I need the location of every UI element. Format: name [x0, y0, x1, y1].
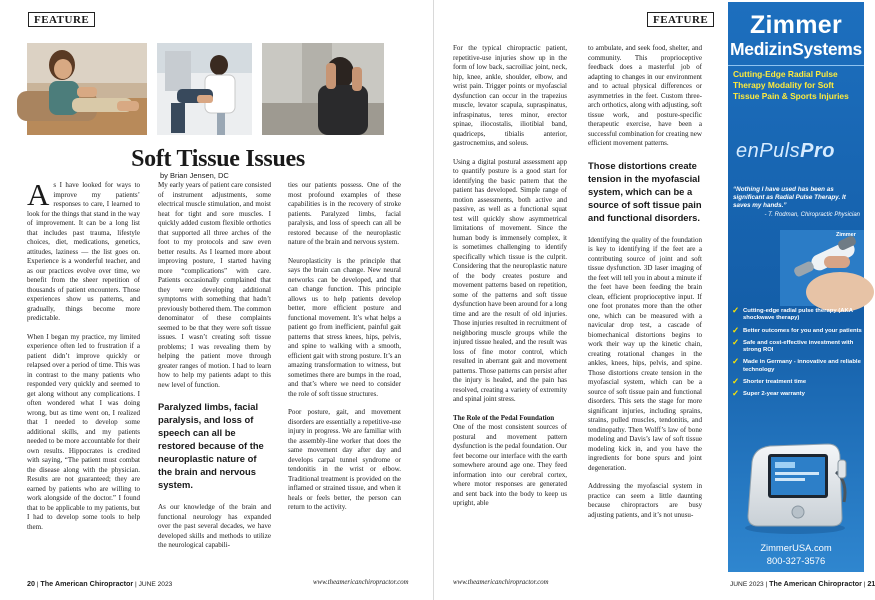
paragraph: Identifying the quality of the foundation is key to identifying if the feet are a contributing source of joint and soft tissue dysfunction. 3D laser imaging of the feet will tell you in about a minute if the feet have been feeding the brain clean, efficient proprioceptive input. If one foot pronates more than the other one, which can be measured with a navicular drop test, a cascade of biomechanical distortions begins to work their way up the kinetic chain, creating rotational changes in the ankles, knees, hips, pelvis, and spine. Those distortions create tension in the myofascial system, which can be a source of soft tissue pain and functional disorders. This sets the stage for more significant injuries, including sprains, strains, pulled muscles, tendonitis, and tendinopathy. Then Wolff’s law of bone modeling and Davis’s law of soft tissue modeling kick in, and you have the ingredients for bone spurs and joint degeneration.	[588, 235, 702, 472]
pull-quote-myofascial: Those distortions create tension in the myofascial system, which can be a source of soft tissue pain and functional disorders.	[588, 159, 702, 223]
footer-left: 20 | The American Chiropractor | JUNE 2023	[27, 579, 173, 588]
testimonial-attribution: - T. Rodman, Chiropractic Physician	[764, 212, 860, 218]
ad-website[interactable]: ZimmerUSA.com	[760, 542, 832, 553]
feature-text: Made in Germany - innovative and reliable technology	[743, 359, 861, 373]
issue-date: JUNE 2023	[730, 581, 764, 588]
feature-item	[732, 376, 862, 387]
section-tag-left: FEATURE	[28, 12, 95, 27]
feature-text: Super 2-year warranty	[743, 391, 805, 398]
paragraph: Addressing the myofascial system in practice can seem a little daunting because chiropractors are busy adjusting patients, and it’s not unusu-	[588, 482, 702, 519]
photo-knee-exam	[157, 43, 252, 135]
paragraph: Poor posture, gait, and movement disorders are essentially a repetitive-use injury in progress. We are familiar with the assembly-line worker that does the same movement day after day and develops carpal tunnel syndrome or tendonitis in the wrist or elbow. Traditional treatment is provided on the inflamed or strained tissue, and when it heals or feels better, the person can return to the activity.	[288, 408, 401, 511]
footer-url-left	[313, 579, 409, 586]
article-byline: by Brian Jensen, DC	[160, 171, 229, 180]
footer-right: JUNE 2023 | The American Chiropractor | 21	[730, 579, 875, 588]
left-column-2	[158, 181, 271, 551]
feature-item	[732, 336, 862, 355]
check-icon: ✓	[732, 388, 740, 399]
handpiece-photo	[780, 230, 864, 306]
feature-item	[732, 356, 862, 374]
testimonial-quote: “Nothing I have used has been as significant as Radial Pulse Therapy. It saves my hands.”	[733, 186, 846, 209]
device-logo: Zimmer	[836, 232, 856, 238]
feature-text: Cutting-edge radial pulse therapy (AKA shockwave therapy)	[743, 308, 853, 322]
paragraph: When I began my practice, my limited experience often led to frustration if a patient didn’t improve quickly or relapsed over a period of time. This was in contrast to the many patients who responded very quickly and seemed to get along without any complications. I often wondered what I was doing wrong, but as time went on, I realized that I needed to develop some additional skills, and my patients needed to be more accountable for their own results. Hippocrates is credited with saying, “The patient must combat the disease along with the physician. Results are not guaranteed; they are earned by patients who are willing to work alongside of the doctor.” I found that to be applicable to my patients, but I had to develop some tools to help them.	[27, 332, 140, 531]
left-page	[0, 0, 434, 600]
website-url: www.theamericanchiropractor.com	[453, 579, 549, 586]
feature-text: Better outcomes for you and your patients	[743, 327, 862, 334]
feature-text: Shorter treatment time	[743, 379, 807, 386]
check-icon: ✓	[732, 305, 740, 315]
paragraph: to ambulate, and seek food, shelter, and community. This proprioceptive feedback does a masterful job of adapting to changes in our environment and to actual physical differences or asymmetries in the feet. Custom three-arch orthotics, along with adjusting, soft tissue work, and posture-specific therapeutic exercise, have been a successful combination for creating new efficient movement patterns.	[588, 44, 702, 147]
feature-list	[732, 305, 862, 404]
article-title: Soft Tissue Issues	[131, 146, 305, 172]
product-suffix: Pro	[800, 140, 835, 162]
product-prefix: enPuls	[736, 140, 801, 162]
paragraph: One of the most consistent sources of postural and movement pattern dysfunction is the pedal foundation. Our feet become our interface with the earth somewhere around age one. They feed information into our cerebral cortex, where motor responses are generated and sent back into the body to keep us upright, able	[453, 423, 567, 507]
page-number: 21	[867, 579, 875, 588]
paragraph-text: s I have looked for ways to improve my patients’ responses to care, I learned to look for the things that stand in the way of improvement. It can be a long list that includes past trauma, lifestyle choices, diet, medications, genetics, attitudes, laziness — the list goes on. Experience is a wonderful teacher, and as our practices evolve over time, we benefit from the sheer repetition of thousands of patient encounters. Those experiences show us patterns, and gradually, things become more predictable.	[27, 181, 140, 322]
photo-couch	[27, 43, 147, 135]
ad-headline: Cutting-Edge Radial Pulse Therapy Modality for Soft Tissue Pain & Sports Injuries	[733, 69, 849, 101]
website-url: www.theamericanchiropractor.com	[313, 579, 409, 586]
footer-url-right	[453, 579, 549, 586]
page-number: 20	[27, 579, 35, 588]
paragraph: As our knowledge of the brain and functional neurology has expanded over the past several decades, we have developed skills and methods to utilize the neurological capabili-	[158, 503, 271, 549]
left-column-1	[27, 177, 140, 532]
zimmer-advertisement[interactable]	[728, 2, 864, 572]
pull-quote-neuroplastic: Paralyzed limbs, facial paralysis, and loss of speech can all be restored because of the neuroplastic nature of the brain and nervous system.	[158, 401, 264, 490]
device-machine-photo	[740, 432, 850, 536]
feature-item	[732, 324, 862, 335]
paragraph: Using a digital postural assessment app to quantify posture is a good start for identifying the basic pattern that the patient has developed. Simple range of motion assessments, both active and passive, as well as a functional squat test will quickly show asymmetrical limitations of movement. Since the human body is immensely complex, it is sometimes challenging to identify specifically which tissue is the culprit. Considering that the neuroplastic nature of the body creates posture and movement patterns based on repetition, some of the patterns and soft tissue dysfunction have been around for a long time and are the result of old injuries. Those injuries resulted in recruitment of neighboring muscle groups while the injured tissue healed, and the result was loss of fine motor control, which resulted in aberrant gait and movement patterns. Those patterns can persist after the injury is healed, and the pain has resolved, creating a variety of extremity and spinal joint stress.	[453, 157, 567, 403]
left-column-3	[288, 181, 401, 513]
section-tag-right: FEATURE	[647, 12, 714, 27]
photo-neck-pain	[262, 43, 384, 135]
magazine-name: The American Chiropractor	[769, 579, 862, 588]
check-icon: ✓	[732, 376, 740, 387]
ad-divider	[728, 65, 864, 66]
magazine-name: The American Chiropractor	[40, 579, 134, 588]
check-icon: ✓	[732, 336, 740, 347]
subheading-pedal-foundation: The Role of the Pedal Foundation	[453, 413, 555, 422]
check-icon: ✓	[732, 324, 740, 335]
paragraph	[27, 177, 140, 324]
check-icon: ✓	[732, 356, 740, 367]
product-name	[736, 140, 835, 163]
feature-item	[732, 388, 862, 399]
drop-cap: A	[27, 177, 50, 212]
ad-phone-number[interactable]: 800-327-3576	[766, 555, 826, 566]
right-column-2	[588, 44, 702, 520]
paragraph: For the typical chiropractic patient, repetitive-use injuries show up in the form of low back, sacroiliac joint, neck, hip, knee, ankle, shoulder, elbow, and wrist pain. Trigger points or myofascial dysfunction can occur in the trapezius muscle, levator scapula, supraspinatus, infraspinatus, teres minor, erector spinae, iliocostalis, iliotibial band, quadriceps, tibialis anterior, gastrocnemius, and soleus.	[453, 44, 567, 147]
feature-item	[732, 305, 862, 323]
paragraph: ties our patients possess. One of the most profound examples of these capabilities is in the recovery of stroke patients. Paralyzed limbs, facial paralysis, and loss of speech can all be restored because of the neuroplastic nature of the brain and nervous system.	[288, 181, 401, 246]
issue-date: JUNE 2023	[138, 581, 173, 588]
feature-text: Safe and cost-effective investment with strong ROI	[743, 339, 854, 354]
right-column-1	[453, 44, 567, 509]
ad-brand-name: Zimmer	[749, 11, 843, 39]
ad-brand-subname: MedizinSystems	[730, 39, 862, 59]
paragraph: My early years of patient care consisted of instrument adjustments, some electrical muscle stimulation, and moist heat for tight and sore muscles. I quickly added custom flexible orthotics that supported all three arches of the foot to my protocols and saw even better results. As I learned more about improving posture, I started having more “complications” with care. Patients occasionally complained that they were developing additional symptoms with something that hadn’t previously bothered them. The common denominator of these complaints seemed to be that they were soft tissue issues. I wasn’t creating soft tissue problems; I was revealing them by helping the patient move through greater ranges of motion. I had to learn how to help my patients adapt to this new level of function.	[158, 181, 271, 389]
paragraph: Neuroplasticity is the principle that says the brain can change. New neural networks can be developed, and that can change function. This principle allows us to help patients develop better, more efficient posture and functional movement. It’s what helps a patient go from inefficient, painful gait patterns that stress knees, hips, pelvis, and spine to walking with a smooth, efficient gait with strong posture. It’s an amazing transformation to witness, but sometimes there are bumps in the road, and that’s where we need to consider the role of soft tissue structures.	[288, 256, 401, 398]
